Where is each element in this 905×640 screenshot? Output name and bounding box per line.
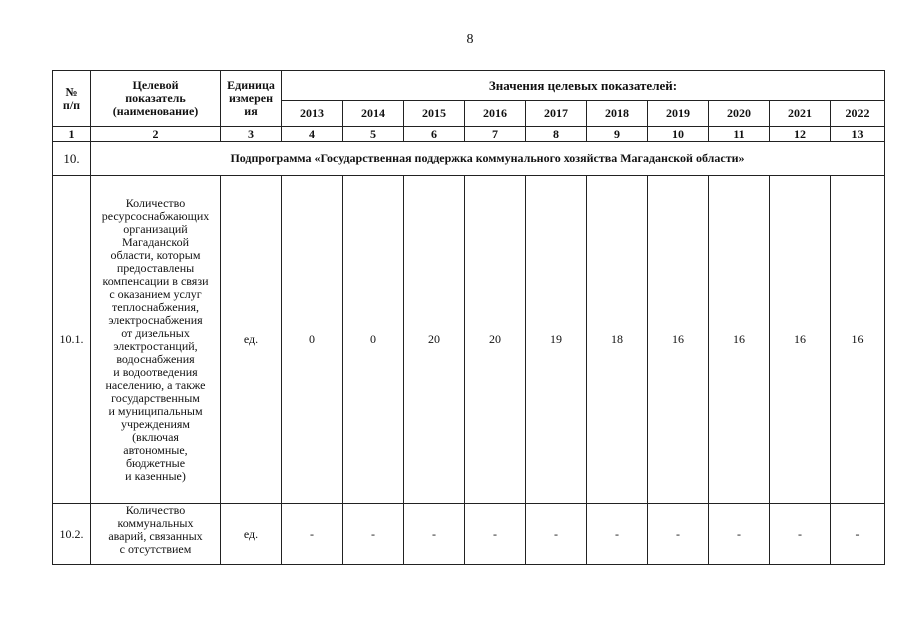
column-index: 7 [465, 127, 526, 142]
column-index: 8 [526, 127, 587, 142]
header-unit: Единица измерен ия [221, 71, 282, 127]
row-value: 19 [526, 176, 587, 504]
row-value: 16 [709, 176, 770, 504]
row-num: 10.2. [53, 504, 91, 565]
column-index: 10 [648, 127, 709, 142]
row-unit: ед. [221, 504, 282, 565]
header-year: 2016 [465, 101, 526, 127]
subprogram-row [53, 142, 885, 176]
header-num: № п/п [53, 71, 91, 127]
column-index-row [53, 127, 885, 142]
header-year: 2020 [709, 101, 770, 127]
column-index: 9 [587, 127, 648, 142]
row-value: 16 [648, 176, 709, 504]
column-index: 5 [343, 127, 404, 142]
row-value: - [465, 504, 526, 565]
column-index: 4 [282, 127, 343, 142]
row-num: 10.1. [53, 176, 91, 504]
header-year: 2015 [404, 101, 465, 127]
row-value: - [404, 504, 465, 565]
page-number: 8 [466, 32, 474, 47]
header-year: 2021 [770, 101, 831, 127]
row-indicator: Количество ресурсоснабжающих организаций Магаданской области, которым предоставлены компенсации в связи с оказанием услуг теплоснабжения, электроснабжения от дизельных электростанций, водоснабжения и водоотведения населению, а также государственным и муниципальным учреждениям (включая автономные, бюджетные и казенные) [91, 176, 221, 504]
header-year: 2013 [282, 101, 343, 127]
header-values-group: Значения целевых показателей: [282, 71, 885, 101]
row-value: 16 [831, 176, 885, 504]
column-index: 1 [53, 127, 91, 142]
column-index: 12 [770, 127, 831, 142]
row-value: - [648, 504, 709, 565]
row-value: 0 [343, 176, 404, 504]
row-indicator: Количество коммунальных аварий, связанных с отсутствием [91, 504, 221, 565]
row-value: - [831, 504, 885, 565]
row-value: - [770, 504, 831, 565]
header-year: 2022 [831, 101, 885, 127]
row-value: 20 [465, 176, 526, 504]
row-value: - [282, 504, 343, 565]
row-value: - [526, 504, 587, 565]
row-value: - [343, 504, 404, 565]
header-indicator: Целевой показатель (наименование) [91, 71, 221, 127]
subprogram-num: 10. [53, 142, 91, 176]
header-year: 2017 [526, 101, 587, 127]
column-index: 2 [91, 127, 221, 142]
row-value: - [587, 504, 648, 565]
header-year: 2014 [343, 101, 404, 127]
table-row [53, 504, 885, 565]
row-value: 16 [770, 176, 831, 504]
row-unit: ед. [221, 176, 282, 504]
row-value: 0 [282, 176, 343, 504]
subprogram-title: Подпрограмма «Государственная поддержка коммунального хозяйства Магаданской области» [91, 142, 885, 176]
row-value: 20 [404, 176, 465, 504]
row-value: - [709, 504, 770, 565]
target-indicators-table [52, 70, 885, 565]
column-index: 11 [709, 127, 770, 142]
table-row [53, 176, 885, 504]
header-row-top [53, 71, 885, 101]
header-year: 2019 [648, 101, 709, 127]
column-index: 13 [831, 127, 885, 142]
row-value: 18 [587, 176, 648, 504]
column-index: 3 [221, 127, 282, 142]
column-index: 6 [404, 127, 465, 142]
header-year: 2018 [587, 101, 648, 127]
